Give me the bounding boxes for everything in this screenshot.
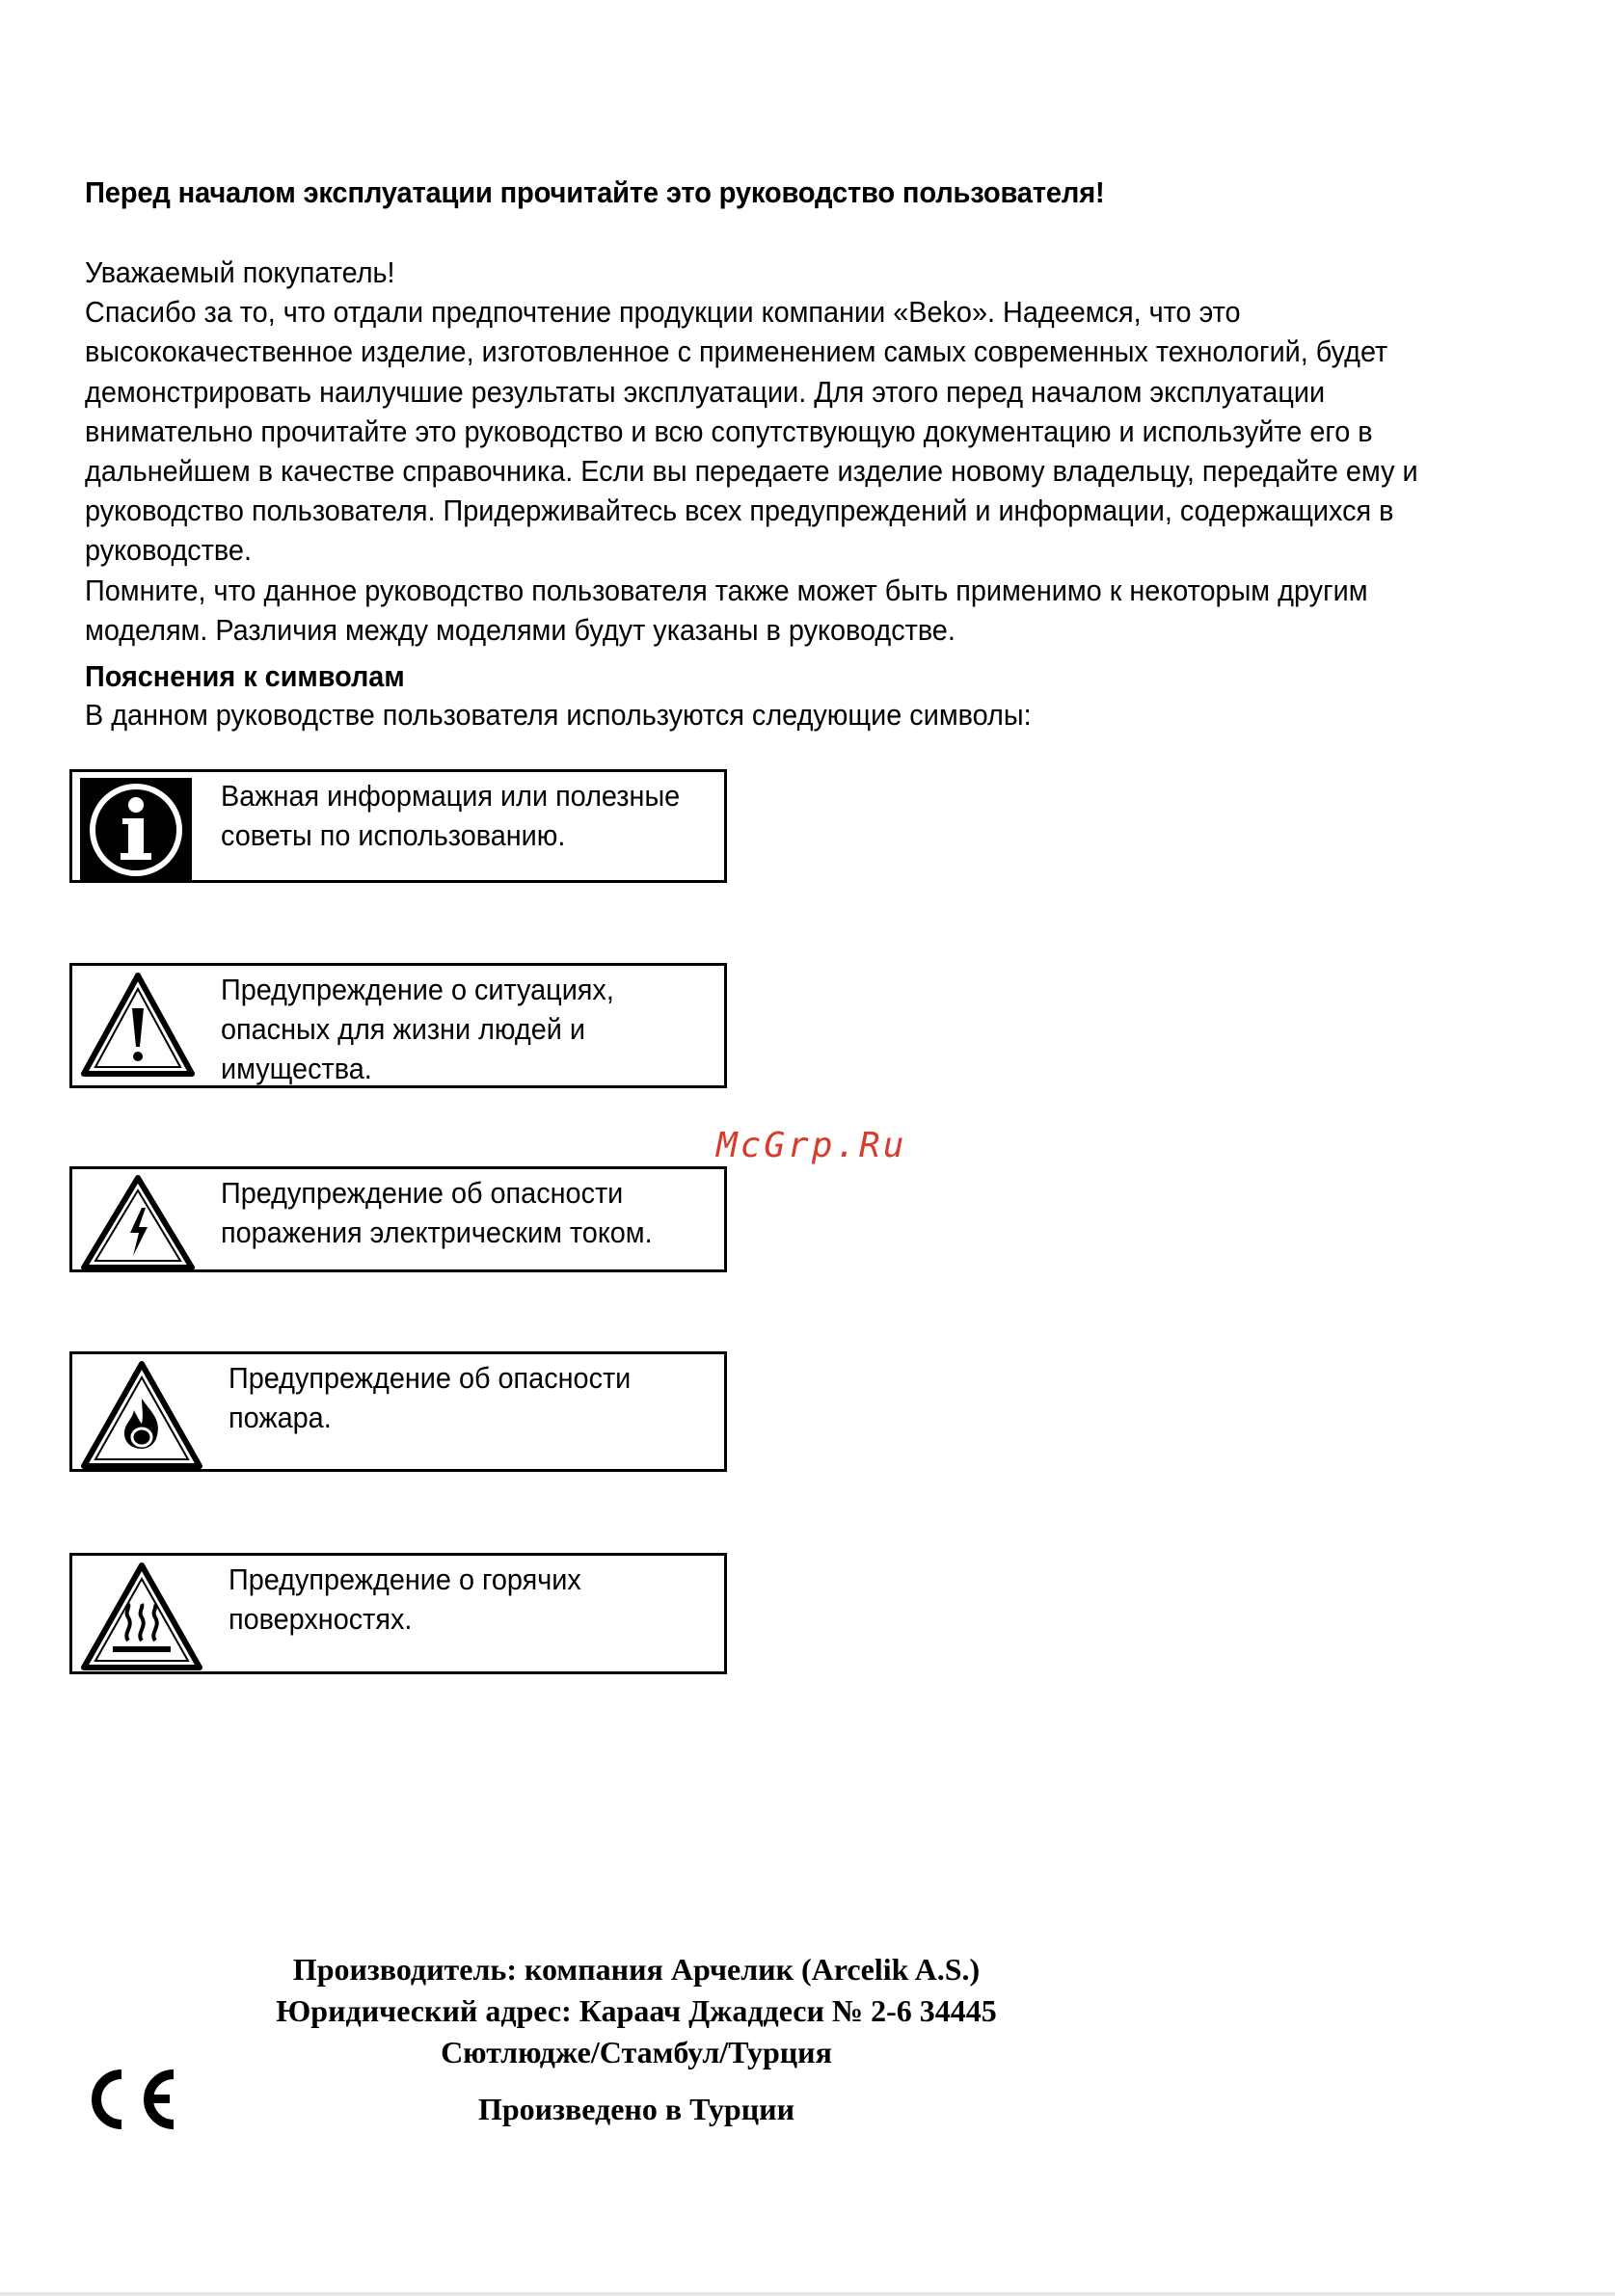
symbol-box-info <box>69 769 727 883</box>
symbols-section-title: Пояснения к символам <box>85 659 405 693</box>
symbol-line: советы по использованию. <box>221 818 566 853</box>
symbol-description <box>229 1560 695 1639</box>
symbol-line: поражения электрическим током. <box>221 1215 653 1250</box>
watermark: McGrp.Ru <box>716 1126 907 1165</box>
intro-line: Спасибо за то, что отдали предпочтение продукции компании «Beko». Надеемся, что это <box>85 295 1241 330</box>
symbol-description <box>221 970 687 1089</box>
intro-text <box>85 253 1484 650</box>
electric-shock-icon <box>80 1175 196 1276</box>
symbols-section-intro: В данном руководстве пользователя используются следующие символы: <box>85 698 1032 732</box>
hot-surface-icon <box>80 1562 203 1676</box>
symbol-line: опасных для жизни людей и <box>221 1012 585 1047</box>
symbol-line: имущества. <box>221 1052 372 1086</box>
symbol-line: Важная информация или полезные <box>221 779 681 813</box>
info-icon <box>80 778 192 887</box>
symbol-description <box>221 1173 687 1252</box>
intro-line: дальнейшем в качестве справочника. Если вы передаете изделие новому владельцу, передайте ему и <box>85 454 1418 489</box>
intro-line: высококачественное изделие, изготовленное с применением самых современных технологий, будет <box>85 334 1388 369</box>
symbol-line: Предупреждение о ситуациях, <box>221 973 614 1006</box>
intro-line: руководство пользователя. Придерживайтесь всех предупреждений и информации, содержащихся в <box>85 494 1394 528</box>
symbol-line: Предупреждение о горячих <box>229 1562 581 1596</box>
intro-line: демонстрировать наилучшие результаты эксплуатации. Для этого перед началом эксплуатации <box>85 374 1326 409</box>
page-bottom-rule <box>0 2292 1615 2296</box>
ce-mark-icon <box>79 2065 179 2139</box>
made-in-country: Произведено в Турции <box>477 2092 794 2126</box>
symbol-description <box>221 776 687 855</box>
symbol-line: Предупреждение об опасности <box>229 1361 632 1395</box>
symbol-line: Предупреждение об опасности <box>221 1176 624 1210</box>
symbol-box-hot-surface <box>69 1553 727 1674</box>
page-title: Перед началом эксплуатации прочитайте это руководство пользователя! <box>85 175 1105 209</box>
intro-line: моделям. Различия между моделями будут указаны в руководстве. <box>85 612 956 647</box>
intro-line: Уважаемый покупатель! <box>85 255 395 289</box>
intro-line: внимательно прочитайте это руководство и всю сопутствующую документацию и используйте его в <box>85 414 1373 448</box>
symbol-box-fire <box>69 1351 727 1472</box>
intro-line: руководстве. <box>85 533 252 568</box>
manufacturer-info <box>145 1949 1128 2073</box>
warning-icon <box>80 972 196 1084</box>
manufacturer-line: Юридический адрес: Карaач Джаддеси № 2-6 34445 <box>276 1993 997 2028</box>
symbol-line: поверхностях. <box>229 1602 413 1637</box>
symbol-box-electric <box>69 1166 727 1272</box>
fire-icon <box>80 1360 203 1475</box>
manufacturer-line: Сютлюдже/Стамбул/Турция <box>441 2035 832 2069</box>
intro-line: Помните, что данное руководство пользователя также может быть применимо к некоторым другим <box>85 573 1368 607</box>
symbol-line: пожара. <box>229 1401 332 1435</box>
symbol-description <box>229 1358 695 1437</box>
manufacturer-line: Производитель: компания Арчелик (Arcelik A.S.) <box>292 1952 981 1987</box>
symbol-box-warning <box>69 963 727 1088</box>
